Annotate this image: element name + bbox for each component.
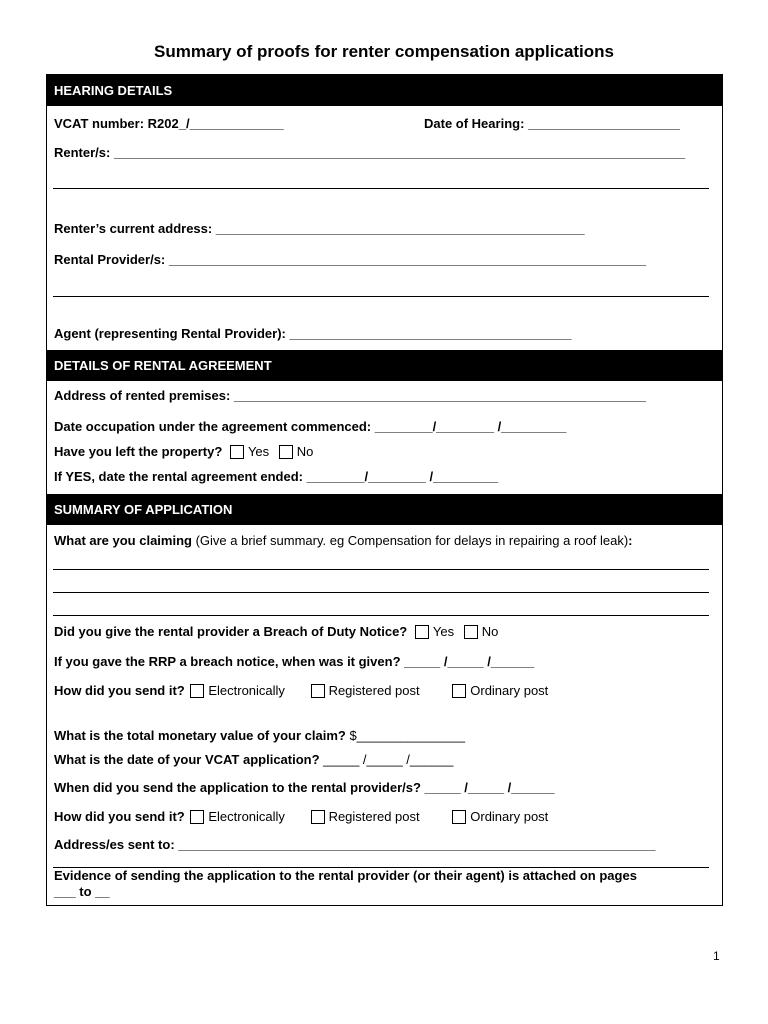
breach-notice-no-checkbox[interactable] — [464, 625, 478, 639]
vcat-date-row — [54, 752, 453, 768]
renters-continuation-line[interactable] — [53, 188, 709, 189]
application-ordinary-post-label: Ordinary post — [470, 809, 549, 824]
breach-electronically-checkbox[interactable] — [190, 684, 204, 698]
how-sent-application-row — [54, 809, 548, 825]
rental-agreement-header: DETAILS OF RENTAL AGREEMENT — [47, 350, 722, 381]
renters-current-address-field[interactable]: Renter’s current address: ___________________________________________________ — [54, 221, 585, 236]
breach-notice-row — [54, 624, 498, 640]
date-commenced-field[interactable]: Date occupation under the agreement commenced: ________/________ /_________ — [54, 419, 567, 434]
breach-ordinary-post-checkbox[interactable] — [452, 684, 466, 698]
breach-ordinary-post-label: Ordinary post — [470, 683, 549, 698]
application-registered-post-checkbox[interactable] — [311, 810, 325, 824]
application-electronically-label: Electronically — [208, 809, 285, 824]
date-of-hearing-field[interactable]: Date of Hearing: _____________________ — [424, 116, 680, 131]
left-property-yes-checkbox[interactable] — [230, 445, 244, 459]
total-value-row — [54, 728, 465, 744]
application-electronically-checkbox[interactable] — [190, 810, 204, 824]
claiming-row — [54, 533, 633, 549]
how-sent-breach-row — [54, 683, 548, 699]
claim-answer-line-2[interactable] — [53, 592, 709, 593]
left-property-no-checkbox[interactable] — [279, 445, 293, 459]
claiming-colon: : — [628, 533, 633, 548]
breach-electronically-label: Electronically — [208, 683, 285, 698]
claiming-hint: (Give a brief summary. eg Compensation for delays in repairing a roof leak) — [191, 533, 629, 548]
vcat-number-field[interactable]: VCAT number: R202_/_____________ — [54, 116, 284, 131]
claim-answer-line-3[interactable] — [53, 615, 709, 616]
breach-registered-post-label: Registered post — [328, 683, 420, 698]
left-property-question: Have you left the property? — [54, 444, 223, 459]
evidence-line-1: Evidence of sending the application to the rental provider (or their agent) is attached on pages — [54, 868, 637, 883]
rental-providers-continuation-line[interactable] — [53, 296, 709, 297]
evidence-pages-field[interactable]: ___ to __ — [54, 884, 110, 899]
how-sent-breach-question: How did you send it? — [54, 683, 185, 698]
breach-notice-question: Did you give the rental provider a Breach of Duty Notice? — [54, 624, 408, 639]
application-ordinary-post-checkbox[interactable] — [452, 810, 466, 824]
breach-notice-date-field[interactable]: If you gave the RRP a breach notice, when was it given? _____ /_____ /______ — [54, 654, 535, 669]
rental-providers-field[interactable]: Rental Provider/s: __________________________________________________________________ — [54, 252, 647, 267]
left-property-yes-label: Yes — [247, 444, 270, 459]
breach-notice-yes-label: Yes — [432, 624, 455, 639]
claim-answer-line-1[interactable] — [53, 569, 709, 570]
address-of-premises-field[interactable]: Address of rented premises: _________________________________________________________ — [54, 388, 646, 403]
application-registered-post-label: Registered post — [328, 809, 420, 824]
date-ended-field[interactable]: If YES, date the rental agreement ended: ________/________ /_________ — [54, 469, 499, 484]
claiming-question: What are you claiming — [54, 533, 192, 548]
breach-notice-yes-checkbox[interactable] — [415, 625, 429, 639]
page-number: 1 — [713, 949, 720, 963]
form-box — [46, 74, 723, 906]
left-property-row — [54, 444, 313, 460]
total-value-question: What is the total monetary value of your claim? — [54, 728, 346, 743]
addresses-sent-field[interactable]: Address/es sent to: __________________________________________________________________ — [54, 837, 656, 852]
vcat-date-field[interactable]: _____ /_____ /______ — [319, 752, 454, 767]
hearing-details-header: HEARING DETAILS — [47, 75, 722, 106]
vcat-date-question: What is the date of your VCAT application? — [54, 752, 320, 767]
left-property-no-label: No — [296, 444, 314, 459]
sent-to-provider-date-field[interactable]: When did you send the application to the rental provider/s? _____ /_____ /______ — [54, 780, 555, 795]
agent-field[interactable]: Agent (representing Rental Provider): _______________________________________ — [54, 326, 572, 341]
document-title: Summary of proofs for renter compensation applications — [153, 42, 615, 61]
renters-field[interactable]: Renter/s: _______________________________________________________________________________ — [54, 145, 686, 160]
total-value-field[interactable]: $_______________ — [345, 728, 466, 743]
breach-registered-post-checkbox[interactable] — [311, 684, 325, 698]
breach-notice-no-label: No — [481, 624, 499, 639]
how-sent-application-question: How did you send it? — [54, 809, 185, 824]
summary-of-application-header: SUMMARY OF APPLICATION — [47, 494, 722, 525]
